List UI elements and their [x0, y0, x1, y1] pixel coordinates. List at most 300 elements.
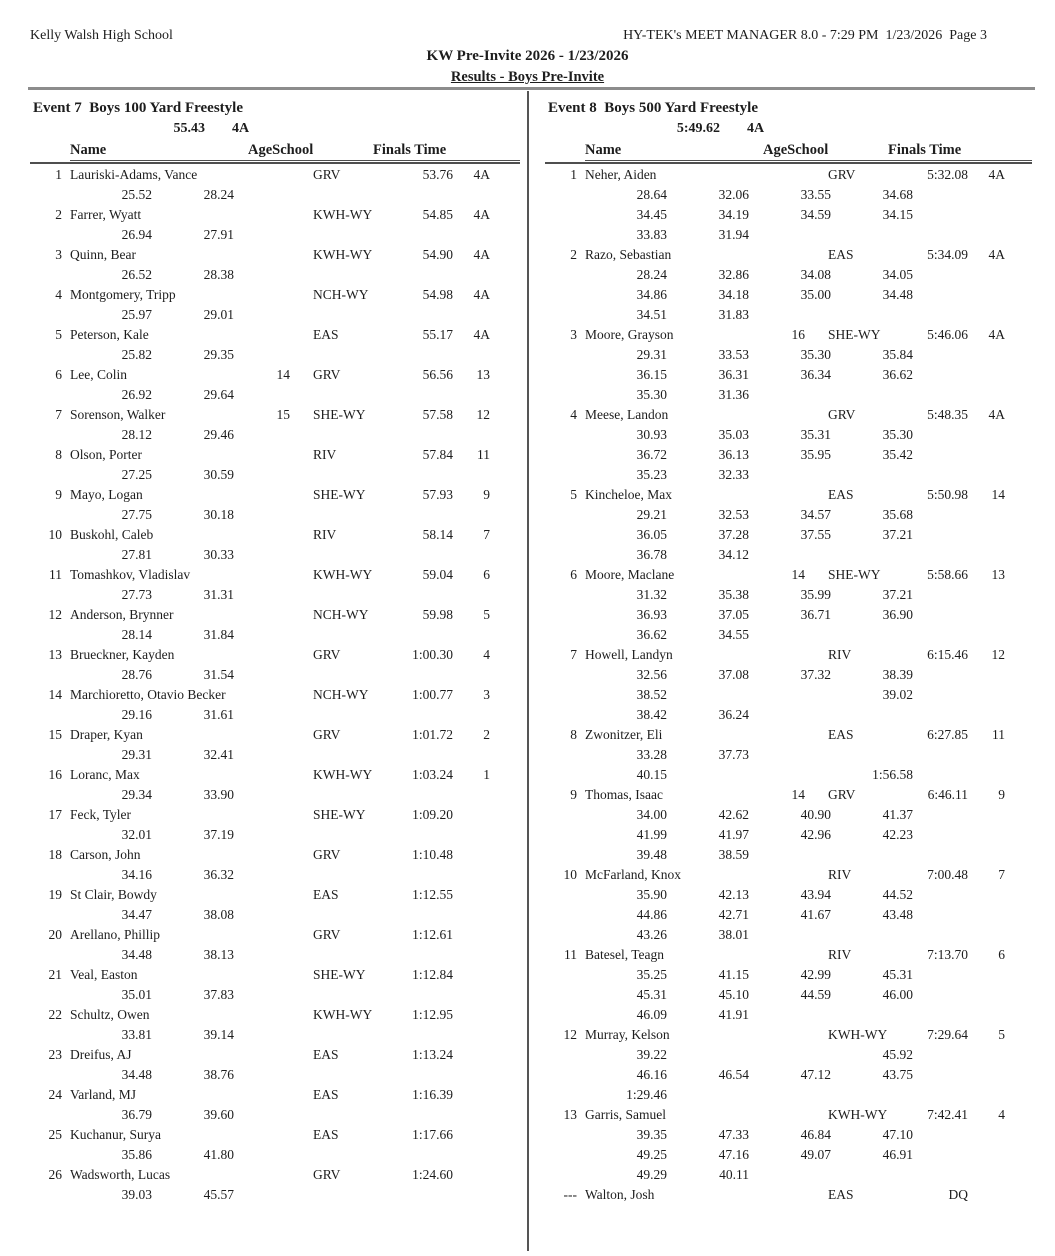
split-time: 35.30 — [882, 427, 913, 442]
points-cell — [453, 805, 490, 825]
finals-time-cell: 5:58.66 — [927, 567, 968, 582]
swimmer-name: Lee, Colin — [70, 367, 127, 382]
split-time: 35.42 — [882, 447, 913, 462]
place-cell: 2 — [570, 247, 577, 262]
splits-row — [70, 345, 520, 365]
place-cell: 11 — [49, 567, 62, 582]
results-body — [545, 164, 1032, 1205]
split-time: 33.53 — [718, 347, 749, 362]
finals-time-cell: 54.85 — [422, 207, 453, 222]
split-time: 46.84 — [800, 1127, 831, 1142]
split-time: 38.13 — [203, 947, 234, 962]
split-time: 40.15 — [636, 767, 667, 782]
splits-row — [585, 625, 1032, 645]
split-time — [316, 1105, 398, 1125]
result-entry — [30, 925, 520, 965]
split-time: 29.01 — [203, 307, 234, 322]
age-cell — [242, 845, 290, 865]
split-time: 36.05 — [636, 527, 667, 542]
split-time: 1:29.46 — [626, 1087, 667, 1102]
school-cell: SHE-WY — [828, 567, 881, 582]
split-time — [749, 225, 831, 245]
split-time: 30.59 — [203, 467, 234, 482]
splits-row — [585, 845, 1032, 865]
age-cell — [242, 605, 290, 625]
swimmer-name: Zwonitzer, Eli — [585, 727, 663, 742]
split-time: 39.35 — [636, 1127, 667, 1142]
school-cell: SHE-WY — [313, 807, 366, 822]
finals-time-cell: 1:17.66 — [412, 1127, 453, 1142]
result-entry — [545, 865, 1032, 945]
splits-row — [585, 985, 1032, 1005]
split-time: 47.10 — [882, 1127, 913, 1142]
meet-title: KW Pre-Invite 2026 - 1/23/2026 — [426, 48, 629, 64]
split-time — [316, 1065, 398, 1085]
school-cell: EAS — [313, 1127, 339, 1142]
result-entry — [545, 1025, 1032, 1105]
age-cell — [242, 1165, 290, 1185]
school-cell: EAS — [828, 247, 854, 262]
result-entry — [30, 845, 520, 885]
split-time: 31.61 — [203, 707, 234, 722]
points-cell: 14 — [991, 487, 1005, 502]
splits-row — [585, 365, 1032, 385]
school-cell: GRV — [313, 927, 341, 942]
split-time: 34.18 — [718, 287, 749, 302]
splits-row — [585, 1085, 1032, 1105]
swimmer-name: Montgomery, Tripp — [70, 287, 176, 302]
split-time: 46.91 — [882, 1147, 913, 1162]
splits-row — [585, 1145, 1032, 1165]
split-time: 30.93 — [636, 427, 667, 442]
result-entry — [30, 645, 520, 685]
split-time: 47.12 — [800, 1067, 831, 1082]
split-time — [667, 765, 749, 785]
place-cell: 17 — [48, 807, 62, 822]
split-time: 37.19 — [203, 827, 234, 842]
split-time: 38.52 — [636, 687, 667, 702]
points-cell — [968, 1185, 1005, 1205]
age-cell — [242, 1005, 290, 1025]
split-time: 30.33 — [203, 547, 234, 562]
points-cell: 12 — [476, 407, 490, 422]
swimmer-name: Murray, Kelson — [585, 1027, 670, 1042]
split-time: 37.08 — [718, 667, 749, 682]
split-time: 29.31 — [121, 747, 152, 762]
age-cell — [242, 285, 290, 305]
split-time: 37.55 — [800, 527, 831, 542]
split-time — [316, 305, 398, 325]
result-entry — [545, 165, 1032, 245]
split-time: 31.32 — [636, 587, 667, 602]
swimmer-name: Mayo, Logan — [70, 487, 143, 502]
finals-time-cell: 7:42.41 — [927, 1107, 968, 1122]
split-time — [316, 945, 398, 965]
points-cell: 5 — [483, 607, 490, 622]
split-time: 29.21 — [636, 507, 667, 522]
age-cell — [242, 205, 290, 225]
age-cell — [757, 1185, 805, 1205]
points-cell: 13 — [991, 567, 1005, 582]
split-time: 36.34 — [800, 367, 831, 382]
result-entry — [545, 405, 1032, 485]
age-cell — [242, 1125, 290, 1145]
age-cell: 16 — [791, 327, 805, 342]
header-rule — [28, 87, 1035, 90]
school-cell: GRV — [313, 647, 341, 662]
swimmer-name: Loranc, Max — [70, 767, 140, 782]
split-time: 35.84 — [882, 347, 913, 362]
school-cell: RIV — [313, 447, 337, 462]
splits-row — [70, 945, 520, 965]
finals-time-cell: 1:00.77 — [412, 687, 453, 702]
age-cell — [242, 525, 290, 545]
points-cell — [453, 1045, 490, 1065]
points-cell: 9 — [483, 487, 490, 502]
split-time: 44.52 — [882, 887, 913, 902]
result-row — [30, 645, 520, 665]
result-entry — [545, 325, 1032, 405]
result-entry — [30, 405, 520, 445]
splits-row — [70, 1185, 520, 1205]
split-time — [316, 865, 398, 885]
split-time — [831, 385, 913, 405]
split-time: 29.35 — [203, 347, 234, 362]
split-time: 28.76 — [121, 667, 152, 682]
age-cell — [757, 1105, 805, 1125]
age-cell — [757, 165, 805, 185]
split-time: 33.28 — [636, 747, 667, 762]
split-time — [831, 745, 913, 765]
split-time — [749, 625, 831, 645]
split-time: 35.68 — [882, 507, 913, 522]
split-time — [316, 1145, 398, 1165]
split-time: 44.59 — [800, 987, 831, 1002]
place-cell: 7 — [570, 647, 577, 662]
points-cell: 4A — [988, 167, 1005, 182]
splits-row — [585, 445, 1032, 465]
split-time: 28.24 — [636, 267, 667, 282]
school-cell: KWH-WY — [313, 1007, 373, 1022]
result-row — [30, 1125, 520, 1145]
points-cell — [453, 1165, 490, 1185]
split-time: 39.48 — [636, 847, 667, 862]
split-time: 39.22 — [636, 1047, 667, 1062]
split-time — [667, 1085, 749, 1105]
finals-time-cell: 54.98 — [422, 287, 453, 302]
split-time — [316, 905, 398, 925]
splits-row — [585, 665, 1032, 685]
points-cell — [453, 925, 490, 945]
split-time: 41.15 — [718, 967, 749, 982]
finals-time-cell: 1:12.84 — [412, 967, 453, 982]
points-cell: 4A — [988, 247, 1005, 262]
finals-time-cell: 55.17 — [422, 327, 453, 342]
finals-time-cell: 1:01.72 — [412, 727, 453, 742]
splits-row — [585, 285, 1032, 305]
splits-row — [585, 705, 1032, 725]
swimmer-name: Peterson, Kale — [70, 327, 149, 342]
split-time — [234, 625, 316, 645]
place-cell: 14 — [48, 687, 62, 702]
result-row — [545, 945, 1032, 965]
splits-row — [585, 545, 1032, 565]
split-time — [234, 305, 316, 325]
split-time: 36.31 — [718, 367, 749, 382]
school-cell: EAS — [313, 1047, 339, 1062]
split-time: 46.09 — [636, 1007, 667, 1022]
age-cell — [757, 1025, 805, 1045]
split-time — [316, 505, 398, 525]
split-time: 30.18 — [203, 507, 234, 522]
finals-time-cell: 56.56 — [422, 367, 453, 382]
school-cell: EAS — [828, 487, 854, 502]
swimmer-name: Veal, Easton — [70, 967, 138, 982]
column-header-finals-time: Finals Time — [373, 142, 447, 158]
split-time: 32.86 — [718, 267, 749, 282]
place-cell: 10 — [48, 527, 62, 542]
split-time: 49.29 — [636, 1167, 667, 1182]
finals-time-cell: 1:03.24 — [412, 767, 453, 782]
points-cell: 4A — [473, 207, 490, 222]
split-time: 37.83 — [203, 987, 234, 1002]
swimmer-name: Batesel, Teagn — [585, 947, 665, 962]
split-time: 38.76 — [203, 1067, 234, 1082]
split-time — [749, 465, 831, 485]
points-cell: 4A — [473, 167, 490, 182]
split-time: 42.23 — [882, 827, 913, 842]
table-header-labels — [70, 139, 520, 161]
results-body — [30, 164, 520, 1205]
finals-time-cell: 57.58 — [422, 407, 453, 422]
results-subtitle-text: Results - Boys Pre-Invite — [450, 69, 605, 85]
splits-row — [585, 905, 1032, 925]
result-entry — [30, 565, 520, 605]
table-header-labels — [585, 139, 1032, 161]
split-time: 25.52 — [121, 187, 152, 202]
swimmer-name: Schultz, Owen — [70, 1007, 150, 1022]
split-time: 35.38 — [718, 587, 749, 602]
splits-row — [585, 685, 1032, 705]
split-time: 38.39 — [882, 667, 913, 682]
split-time — [316, 265, 398, 285]
split-time — [234, 385, 316, 405]
result-entry — [30, 1125, 520, 1165]
split-time — [234, 905, 316, 925]
split-time — [749, 1165, 831, 1185]
split-time: 47.33 — [718, 1127, 749, 1142]
split-time: 42.96 — [800, 827, 831, 842]
swimmer-name: Kincheloe, Max — [585, 487, 672, 502]
qualifying-designation: 4A — [232, 121, 250, 136]
result-row — [30, 205, 520, 225]
split-time — [831, 545, 913, 565]
split-time — [316, 345, 398, 365]
split-time: 31.84 — [203, 627, 234, 642]
place-cell: 15 — [48, 727, 62, 742]
split-time: 36.32 — [203, 867, 234, 882]
points-cell: 11 — [992, 727, 1005, 742]
splits-row — [585, 585, 1032, 605]
swimmer-name: Brueckner, Kayden — [70, 647, 175, 662]
finals-time-cell: 57.84 — [422, 447, 453, 462]
place-cell: 24 — [48, 1087, 62, 1102]
split-time — [749, 1085, 831, 1105]
split-time: 27.75 — [121, 507, 152, 522]
splits-row — [70, 505, 520, 525]
finals-time-cell: 5:46.06 — [927, 327, 968, 342]
split-time — [234, 425, 316, 445]
split-time: 43.94 — [800, 887, 831, 902]
result-row — [30, 525, 520, 545]
split-time: 34.57 — [800, 507, 831, 522]
swimmer-name: Farrer, Wyatt — [70, 207, 142, 222]
splits-row — [585, 885, 1032, 905]
result-entry — [30, 765, 520, 805]
split-time: 35.86 — [121, 1147, 152, 1162]
split-time: 31.54 — [203, 667, 234, 682]
split-time — [831, 305, 913, 325]
swimmer-name: Carson, John — [70, 847, 141, 862]
school-cell: NCH-WY — [313, 607, 369, 622]
splits-row — [585, 745, 1032, 765]
age-cell — [242, 885, 290, 905]
split-time — [316, 785, 398, 805]
split-time: 26.94 — [121, 227, 152, 242]
split-time: 28.38 — [203, 267, 234, 282]
age-cell — [757, 245, 805, 265]
result-entry — [545, 1185, 1032, 1205]
split-time — [831, 1165, 913, 1185]
split-time: 27.81 — [121, 547, 152, 562]
school-cell: RIV — [828, 867, 852, 882]
split-time: 40.90 — [800, 807, 831, 822]
points-cell — [453, 885, 490, 905]
split-time: 34.45 — [636, 207, 667, 222]
age-cell — [757, 945, 805, 965]
result-row — [30, 285, 520, 305]
points-cell — [453, 965, 490, 985]
split-time — [234, 865, 316, 885]
split-time — [234, 465, 316, 485]
age-cell: 15 — [276, 407, 290, 422]
split-time: 35.31 — [800, 427, 831, 442]
split-time: 35.99 — [800, 587, 831, 602]
split-time: 35.30 — [636, 387, 667, 402]
result-entry — [30, 245, 520, 285]
points-cell: 7 — [483, 527, 490, 542]
finals-time-cell: 1:13.24 — [412, 1047, 453, 1062]
qualifying-time: 55.43 — [173, 121, 205, 136]
splits-row — [585, 265, 1032, 285]
result-entry — [30, 1165, 520, 1205]
split-time — [749, 705, 831, 725]
place-cell: 16 — [48, 767, 62, 782]
result-row — [30, 1085, 520, 1105]
points-cell — [453, 1085, 490, 1105]
swimmer-name: Tomashkov, Vladislav — [70, 567, 191, 582]
age-cell: 14 — [791, 567, 805, 582]
school-cell: KWH-WY — [828, 1107, 888, 1122]
school-cell: KWH-WY — [313, 247, 373, 262]
result-entry — [30, 725, 520, 765]
split-time — [831, 465, 913, 485]
split-time — [749, 685, 831, 705]
place-cell: 2 — [55, 207, 62, 222]
splits-row — [70, 385, 520, 405]
split-time: 29.64 — [203, 387, 234, 402]
points-cell: 9 — [998, 787, 1005, 802]
split-time — [316, 625, 398, 645]
split-time: 45.31 — [882, 967, 913, 982]
school-cell: NCH-WY — [313, 287, 369, 302]
splits-row — [70, 585, 520, 605]
points-cell: 12 — [991, 647, 1005, 662]
swimmer-name: Quinn, Bear — [70, 247, 136, 262]
age-cell — [242, 165, 290, 185]
finals-time-cell: DQ — [948, 1187, 968, 1202]
split-time: 41.97 — [718, 827, 749, 842]
split-time — [316, 665, 398, 685]
swimmer-name: Draper, Kyan — [70, 727, 143, 742]
school-cell: EAS — [313, 1087, 339, 1102]
place-cell: 4 — [55, 287, 62, 302]
split-time: 1:56.58 — [872, 767, 913, 782]
swimmer-name: Arellano, Phillip — [70, 927, 160, 942]
age-cell — [757, 645, 805, 665]
result-entry — [545, 785, 1032, 865]
swimmer-name: Wadsworth, Lucas — [70, 1167, 171, 1182]
split-time: 26.92 — [121, 387, 152, 402]
splits-row — [585, 225, 1032, 245]
result-row — [30, 405, 520, 425]
school-cell: GRV — [828, 407, 856, 422]
split-time: 37.28 — [718, 527, 749, 542]
points-cell: 1 — [483, 767, 490, 782]
age-cell: 14 — [791, 787, 805, 802]
result-entry — [30, 485, 520, 525]
result-entry — [30, 285, 520, 325]
age-cell — [757, 405, 805, 425]
finals-time-cell: 53.76 — [422, 167, 453, 182]
school-cell: KWH-WY — [313, 567, 373, 582]
split-time: 41.99 — [636, 827, 667, 842]
splits-row — [585, 965, 1032, 985]
split-time: 36.71 — [800, 607, 831, 622]
split-time: 34.16 — [121, 867, 152, 882]
split-time: 32.01 — [121, 827, 152, 842]
results-subtitle — [0, 69, 1055, 86]
place-cell: --- — [563, 1187, 577, 1202]
splits-row — [70, 785, 520, 805]
finals-time-cell: 1:16.39 — [412, 1087, 453, 1102]
split-time — [749, 545, 831, 565]
place-cell: 10 — [563, 867, 577, 882]
split-time — [831, 845, 913, 865]
split-time: 35.23 — [636, 467, 667, 482]
split-time: 36.79 — [121, 1107, 152, 1122]
age-cell — [757, 865, 805, 885]
school-cell: GRV — [828, 167, 856, 182]
result-entry — [30, 805, 520, 845]
result-row — [545, 405, 1032, 425]
split-time: 45.10 — [718, 987, 749, 1002]
result-row — [30, 685, 520, 705]
split-time: 33.55 — [800, 187, 831, 202]
age-cell — [242, 965, 290, 985]
result-entry — [545, 245, 1032, 325]
split-time — [234, 545, 316, 565]
